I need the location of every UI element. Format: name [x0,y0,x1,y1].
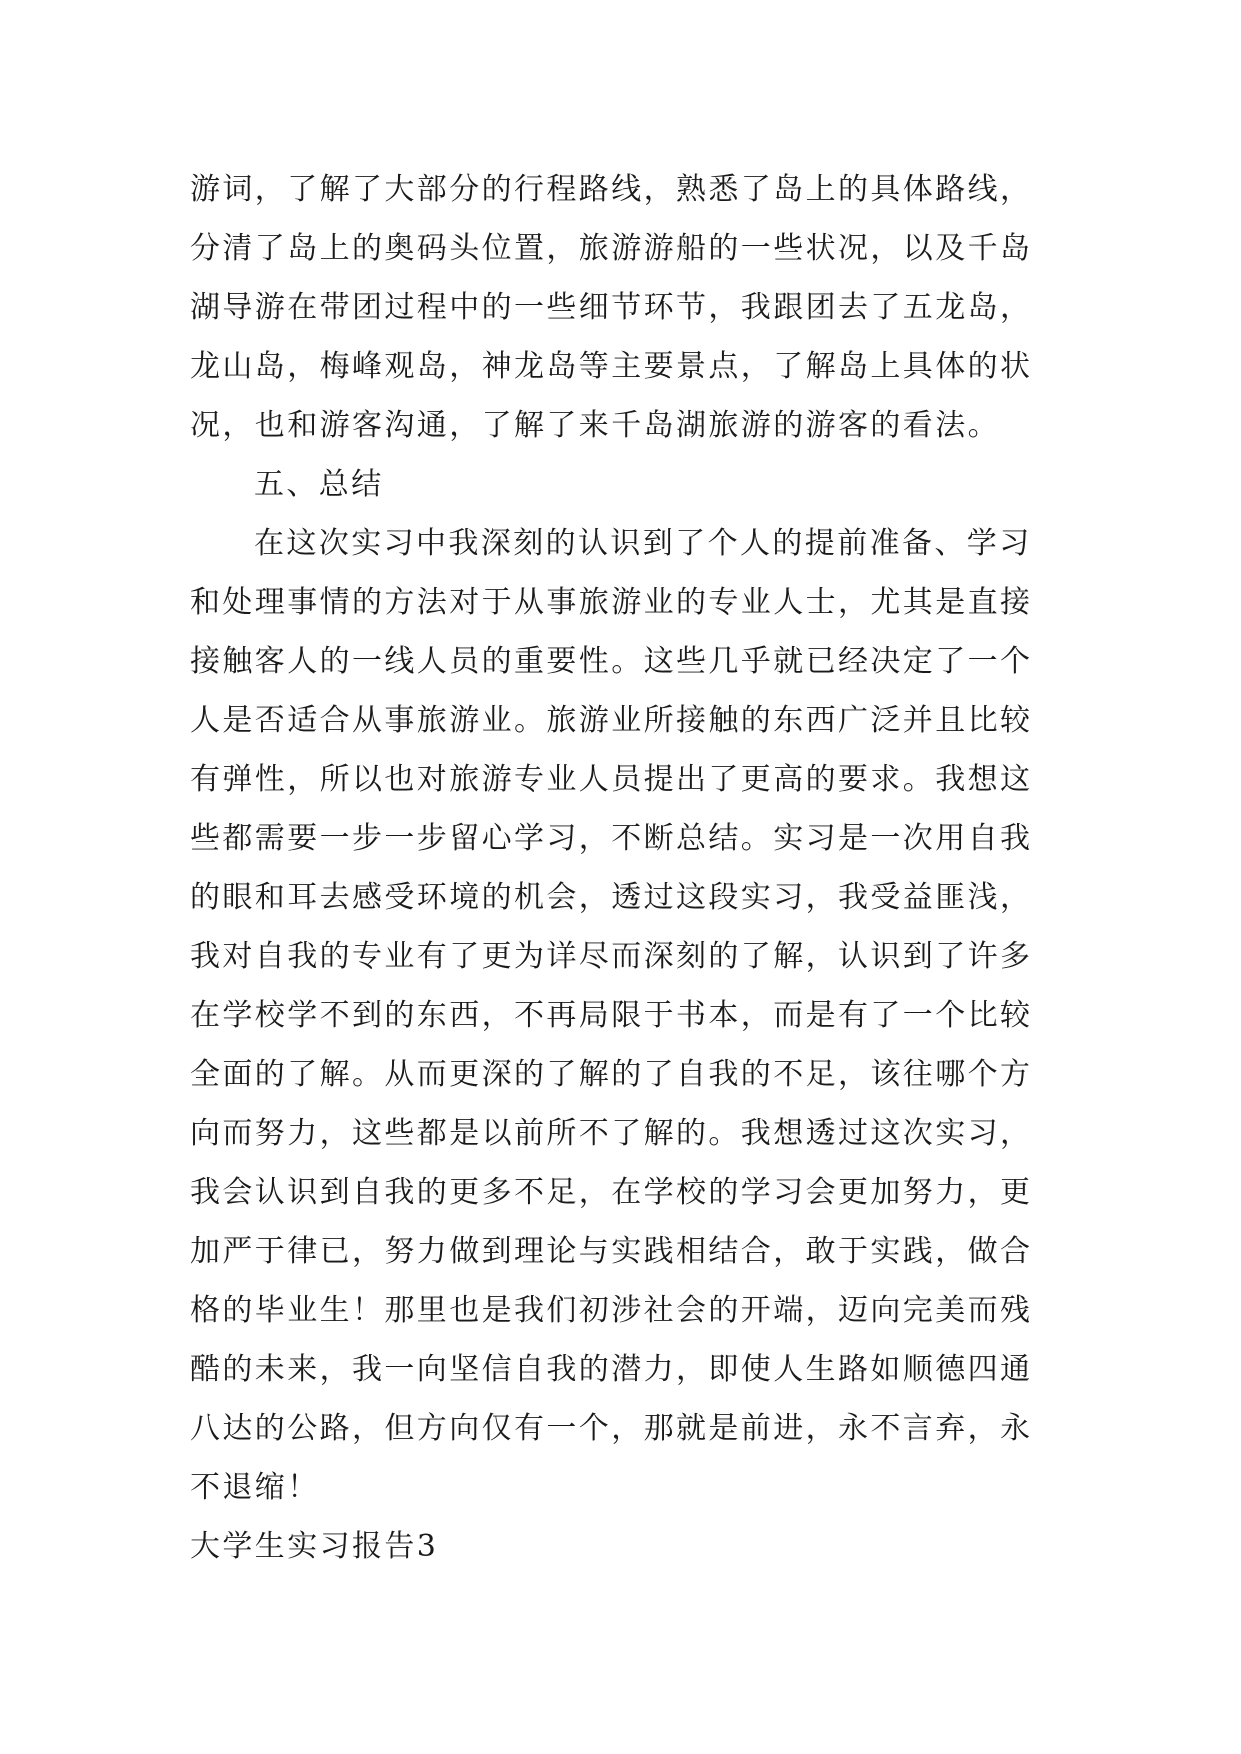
text-line: 在学校学不到的东西，不再局限于书本，而是有了一个比较 [190,998,1033,1033]
text-line: 湖导游在带团过程中的一些细节环节，我跟团去了五龙岛， [190,290,1033,325]
text-line: 向而努力，这些都是以前所不了解的。我想透过这次实习， [190,1116,1033,1151]
text-line: 和处理事情的方法对于从事旅游业的专业人士，尤其是直接 [190,585,1033,620]
text-line: 格的毕业生！那里也是我们初涉社会的开端，迈向完美而残 [190,1293,1033,1328]
text-line: 不退缩！ [190,1470,320,1505]
text-line: 我对自我的专业有了更为详尽而深刻的了解，认识到了许多 [190,939,1033,974]
next-section-title: 大学生实习报告3 [190,1529,439,1564]
text-line: 我会认识到自我的更多不足，在学校的学习会更加努力，更 [190,1175,1033,1210]
text-line: 况，也和游客沟通，了解了来千岛湖旅游的游客的看法。 [190,408,1000,443]
text-line: 龙山岛，梅峰观岛，神龙岛等主要景点，了解岛上具体的状 [190,349,1033,384]
document-body [190,160,1070,1576]
text-line: 些都需要一步一步留心学习，不断总结。实习是一次用自我 [190,821,1033,856]
text-line: 接触客人的一线人员的重要性。这些几乎就已经决定了一个 [190,644,1033,679]
text-line: 八达的公路，但方向仅有一个，那就是前进，永不言弃，永 [190,1411,1033,1446]
paragraph-summary [190,514,1070,1517]
text-line: 加严于律已，努力做到理论与实践相结合，敢于实践，做合 [190,1234,1033,1269]
paragraph-intro [190,160,1070,455]
text-line: 酷的未来，我一向坚信自我的潜力，即使人生路如顺德四通 [190,1352,1033,1387]
text-line: 人是否适合从事旅游业。旅游业所接触的东西广泛并且比较 [190,703,1033,738]
text-line: 分清了岛上的奥码头位置，旅游游船的一些状况，以及千岛 [190,231,1033,266]
text-line: 全面的了解。从而更深的了解的了自我的不足，该往哪个方 [190,1057,1033,1092]
section-heading: 五、总结 [254,467,384,502]
text-line: 在这次实习中我深刻的认识到了个人的提前准备、学习 [254,526,1032,561]
text-line: 有弹性，所以也对旅游专业人员提出了更高的要求。我想这 [190,762,1033,797]
text-line: 游词，了解了大部分的行程路线，熟悉了岛上的具体路线， [190,172,1033,207]
text-line: 的眼和耳去感受环境的机会，透过这段实习，我受益匪浅， [190,880,1033,915]
